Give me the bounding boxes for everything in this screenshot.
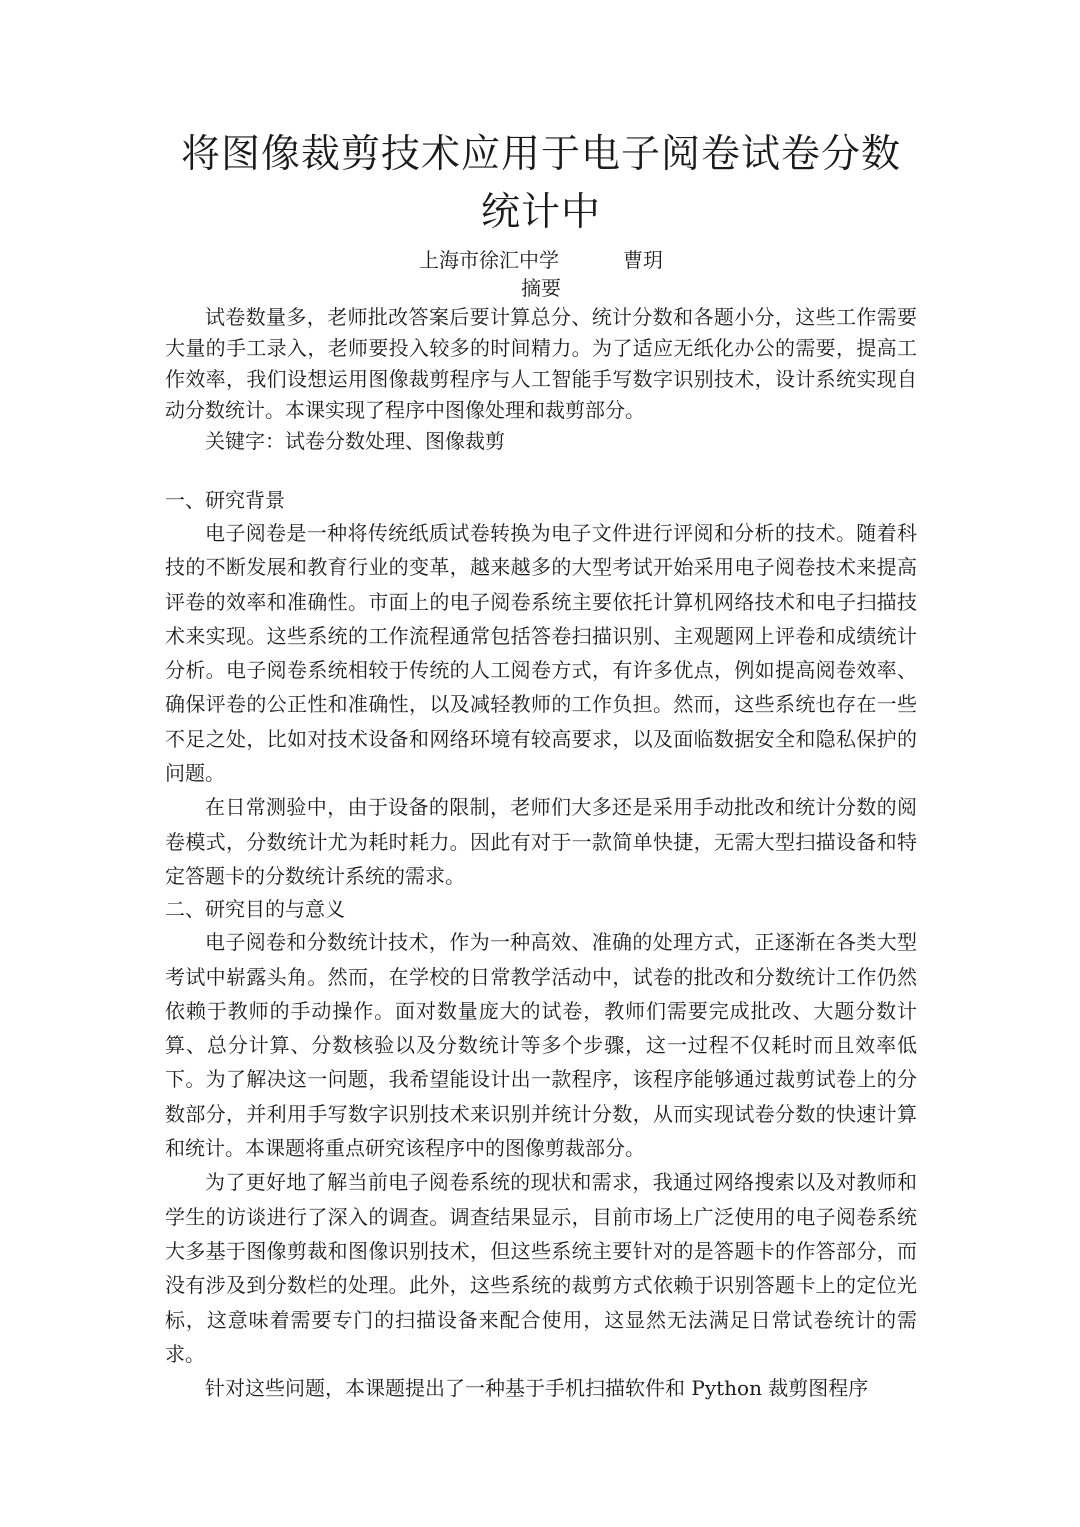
abstract-text: 试卷数量多，老师批改答案后要计算总分、统计分数和各题小分，这些工作需要大量的手工录入，老师要投入较多的时间精力。为了适应无纸化办公的需要，提高工作效率，我们设想运用图像裁剪程序与人工智能手写数字识别技术，设计系统实现自动分数统计。本课实现了程序中图像处理和裁剪部分。	[165, 305, 917, 422]
title-line-1: 将图像裁剪技术应用于电子阅卷试卷分数	[180, 132, 901, 177]
title-line-2: 统计中	[480, 190, 601, 235]
body-paragraph: 电子阅卷和分数统计技术，作为一种高效、准确的处理方式，正逐渐在各类大型考试中崭露头角。然而，在学校的日常教学活动中，试卷的批改和分数统计工作仍然依赖于教师的手动操作。面对数量庞大的试卷，教师们需要完成批改、大题分数计算、总分计算、分数核验以及分数统计等多个步骤，这一过程不仅耗时而且效率低下。为了解决这一问题，我希望能设计出一款程序，该程序能够通过裁剪试卷上的分数部分，并利用手写数字识别技术来识别并统计分数，从而实现试卷分数的快速计算和统计。本课题将重点研究该程序中的图像剪裁部分。	[165, 930, 917, 1161]
section-heading: 二、研究目的与意义	[165, 897, 345, 922]
body-paragraph: 在日常测验中，由于设备的限制，老师们大多还是采用手动批改和统计分数的阅卷模式，分数统计尤为耗时耗力。因此有对于一款简单快捷，无需大型扫描设备和特定答题卡的分数统计系统的需求。	[165, 795, 917, 888]
author-name: 曹玥	[623, 248, 663, 272]
abstract-heading: 摘要	[521, 276, 561, 300]
paper-page	[165, 128, 917, 1405]
body-paragraph: 电子阅卷是一种将传统纸质试卷转换为电子文件进行评阅和分析的技术。随着科技的不断发展和教育行业的变革，越来越多的大型考试开始采用电子阅卷技术来提高评卷的效率和准确性。市面上的电子阅卷系统主要依托计算机网络技术和电子扫描技术来实现。这些系统的工作流程通常包括答卷扫描识别、主观题网上评卷和成绩统计分析。电子阅卷系统相较于传统的人工阅卷方式，有许多优点，例如提高阅卷效率、确保评卷的公正性和准确性，以及减轻教师的工作负担。然而，这些系统也存在一些不足之处，比如对技术设备和网络环境有较高要求，以及面临数据安全和隐私保护的问题。	[165, 521, 917, 786]
author-school: 上海市徐汇中学	[419, 248, 559, 272]
body-paragraph: 为了更好地了解当前电子阅卷系统的现状和需求，我通过网络搜索以及对教师和学生的访谈进行了深入的调查。调查结果显示，目前市场上广泛使用的电子阅卷系统大多基于图像剪裁和图像识别技术，但这些系统主要针对的是答题卡的作答部分，而没有涉及到分数栏的处理。此外，这些系统的裁剪方式依赖于识别答题卡上的定位光标，这意味着需要专门的扫描设备来配合使用，这显然无法满足日常试卷统计的需求。	[165, 1170, 917, 1366]
keywords: 关键字：试卷分数处理、图像裁剪	[205, 429, 505, 453]
body-paragraph: 针对这些问题，本课题提出了一种基于手机扫描软件和 Python 裁剪图程序	[205, 1376, 869, 1401]
paper-title	[165, 128, 917, 240]
section-heading: 一、研究背景	[165, 488, 285, 512]
author-line	[165, 246, 917, 274]
